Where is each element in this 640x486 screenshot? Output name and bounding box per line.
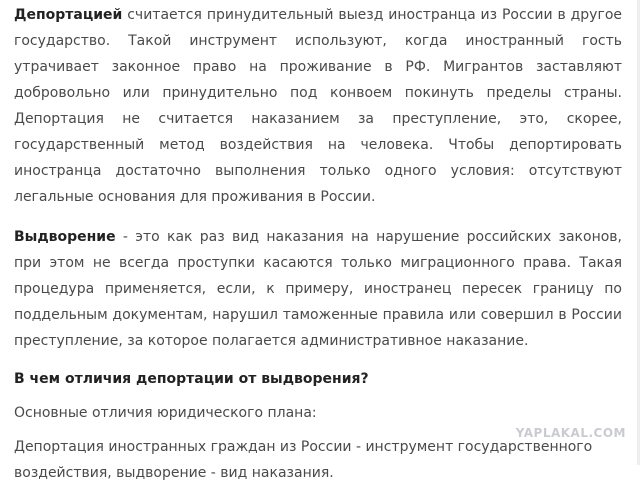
paragraph-deportation-text: считается принудительный выезд иностранца из России в другое государство. Такой инструмент используют, когда иностранный гость утрачивает законное право на проживание в РФ. Мигрантов заставляют добровольно или принудительно под конвоем покинуть пределы страны. Депортация не считается наказанием за преступление, это, скорее, государственный метод воздействия на человека. Чтобы депортировать иностранца достаточно выполнения только одного условия: отсутствуют легальные основания для проживания в России.	[14, 7, 622, 205]
term-deportation: Депортацией	[14, 7, 123, 23]
section-heading: В чем отличия депортации от выдворения?	[14, 371, 369, 387]
site-watermark: YAPLAKAL.COM	[515, 426, 626, 440]
paragraph-expulsion-text: - это как раз вид наказания на нарушение российских законов, при этом не всегда проступки касаются только миграционного права. Такая процедура применяется, если, к примеру, иностранец пересек границу по поддельным документам, нарушил таможенные правила или совершил в России преступление, за которое полагается административное наказание.	[14, 229, 622, 349]
paragraph-deportation	[14, 2, 622, 210]
paragraph-main-differences: Основные отличия юридического плана:	[14, 405, 317, 421]
paragraph-expulsion	[14, 224, 622, 354]
paragraph-difference-summary: Депортация иностранных граждан из России - инструмент государственного воздействия, выдворение - вид наказания.	[14, 439, 593, 481]
term-expulsion: Выдворение	[14, 229, 116, 245]
article-body	[14, 2, 622, 486]
